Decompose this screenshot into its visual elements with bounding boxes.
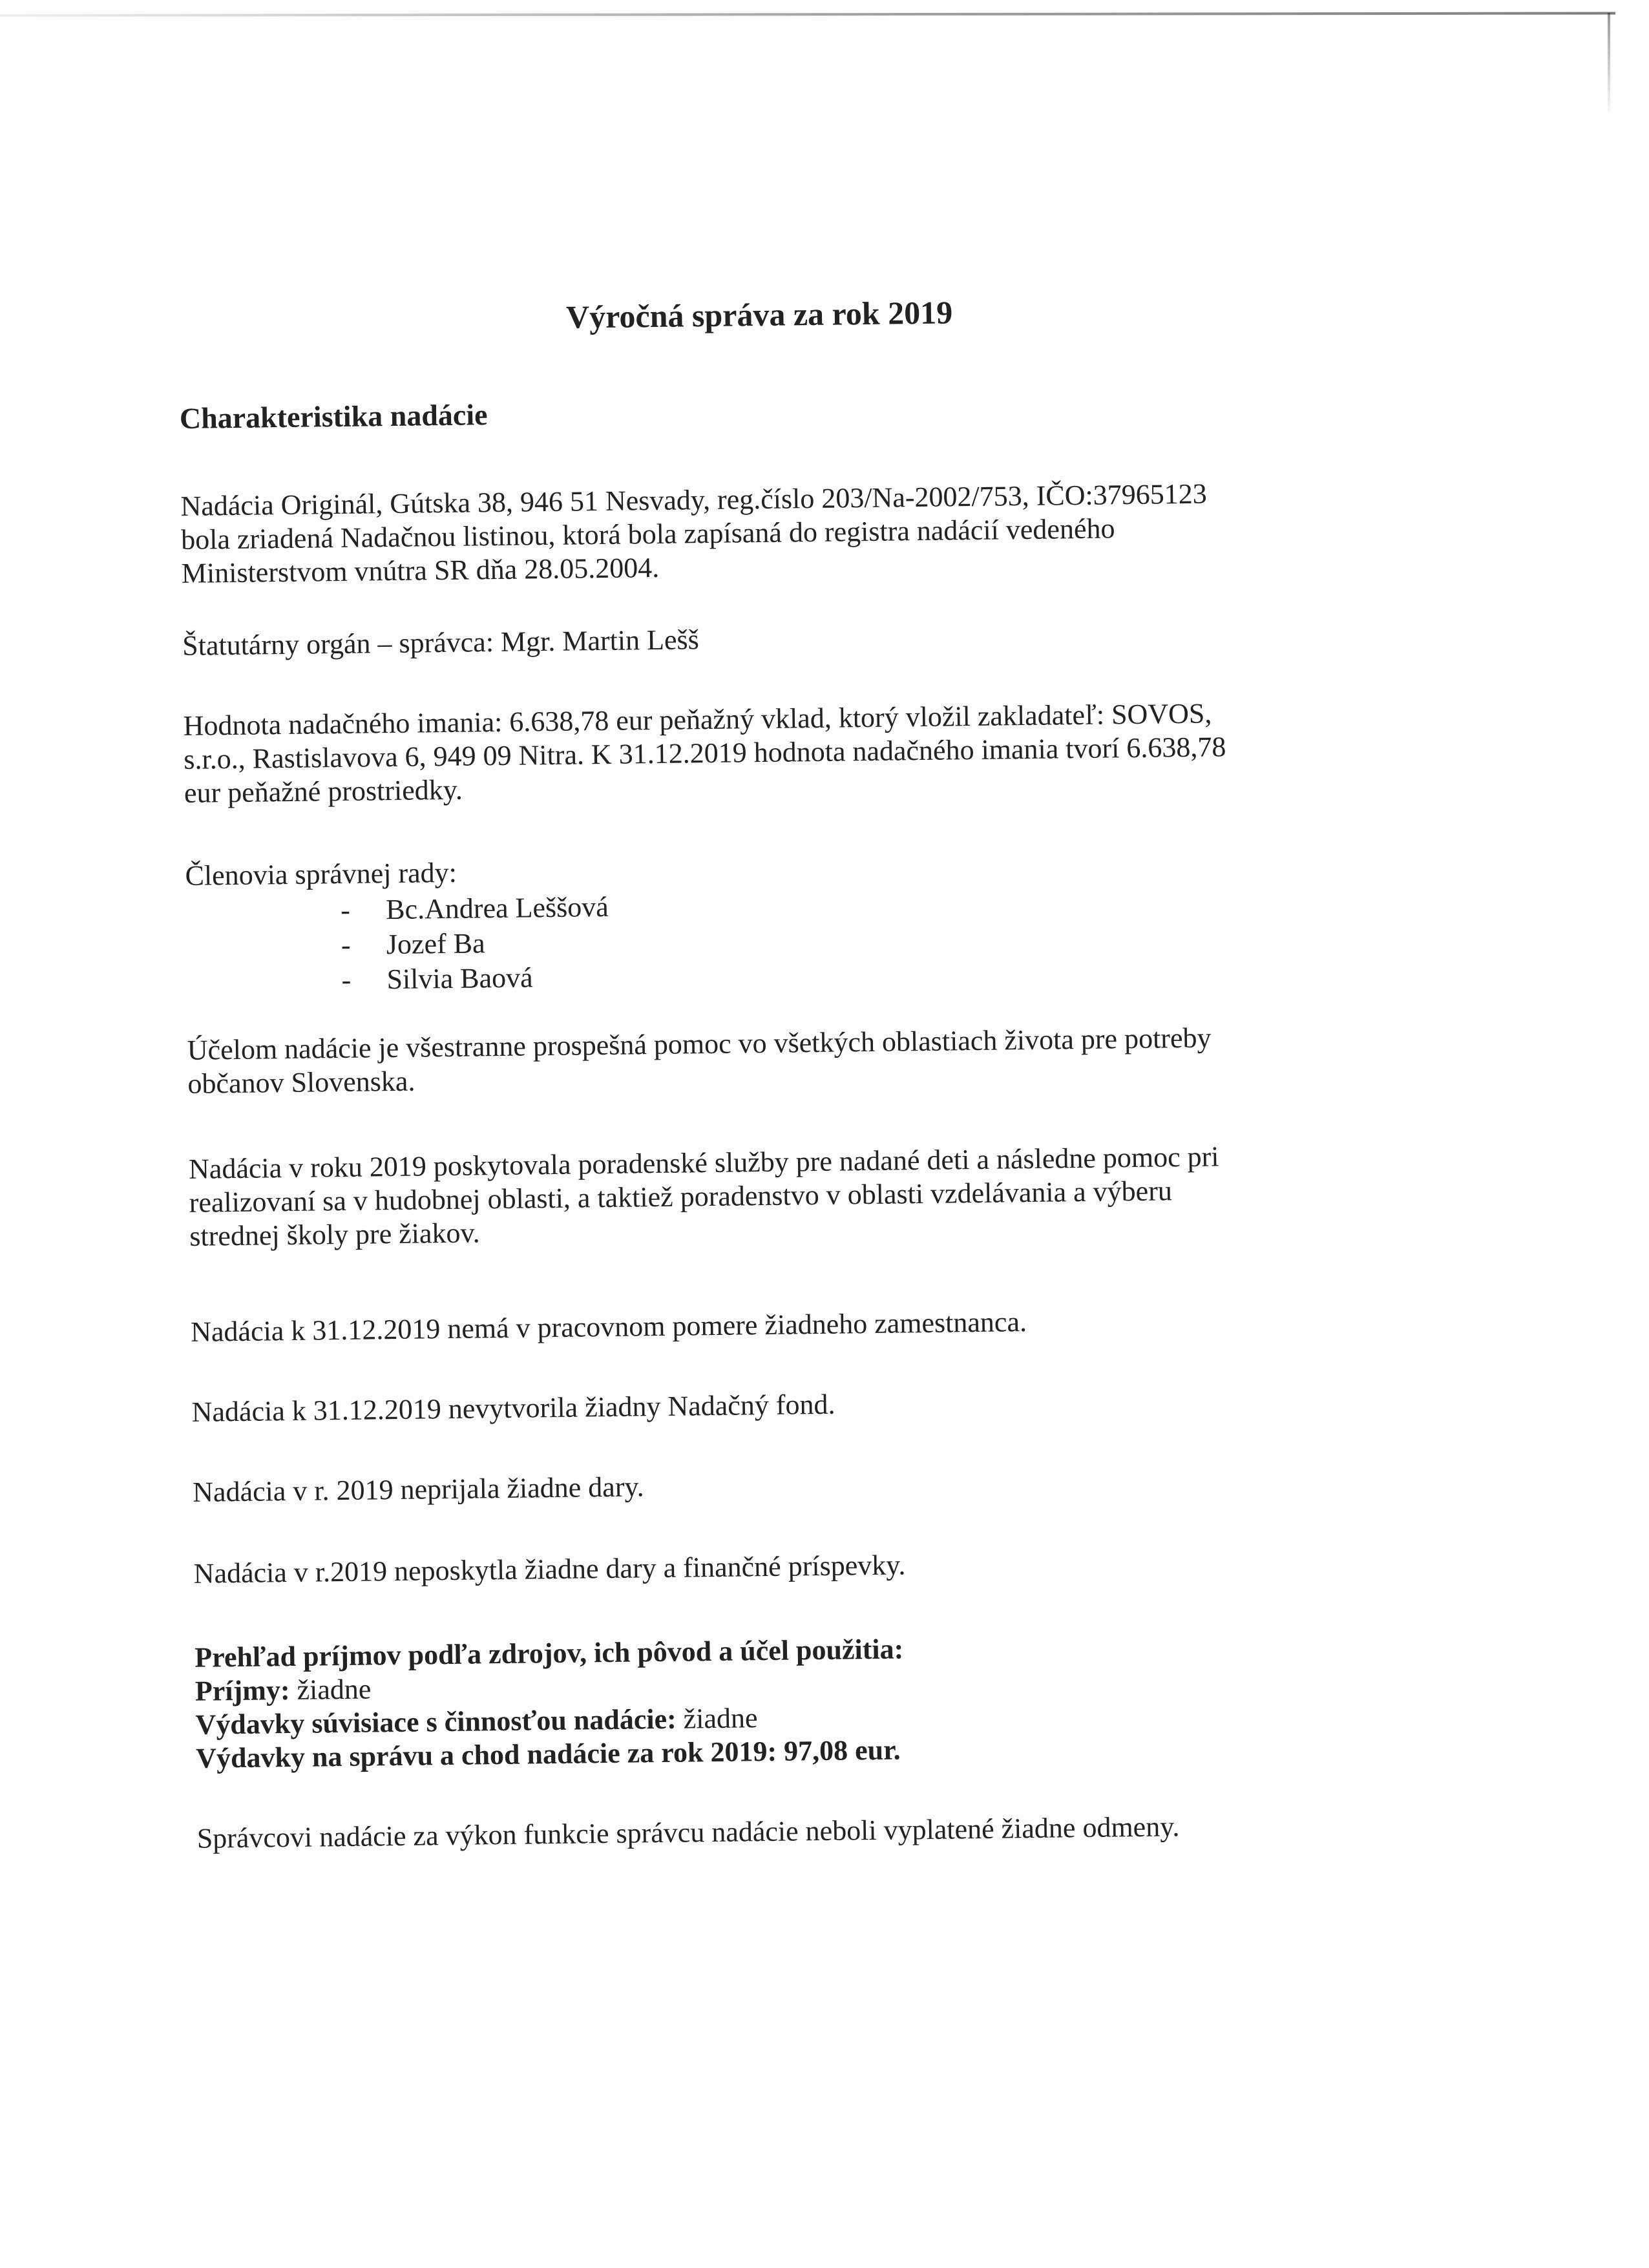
employees-statement: Nadácia k 31.12.2019 nemá v pracovnom pomere žiadneho zamestnanca. bbox=[190, 1306, 1027, 1348]
board-label: Členovia správnej rady: bbox=[185, 856, 457, 892]
board-member bbox=[341, 925, 609, 963]
activity-line: Nadácia v roku 2019 poskytovala poradenské služby pre nadané deti a následne pomoc pri bbox=[188, 1140, 1219, 1185]
board-member bbox=[341, 890, 609, 929]
endowment-line: s.r.o., Rastislavova 6, 949 09 Nitra. K 31.12.2019 hodnota nadačného imania tvorí 6.638,78 bbox=[184, 731, 1226, 775]
gifts-received-statement: Nadácia v r. 2019 neprijala žiadne dary. bbox=[192, 1471, 644, 1508]
purpose-line: občanov Slovenska. bbox=[187, 1065, 415, 1100]
bullet-dash: - bbox=[341, 929, 351, 961]
board-member-name: Jozef Ba bbox=[386, 927, 485, 961]
intro-line: Nadácia Originál, Gútska 38, 946 51 Nesvady, reg.číslo 203/Na-2002/753, IČO:37965123 bbox=[180, 478, 1207, 522]
purpose-paragraph bbox=[187, 1022, 1212, 1101]
board-member bbox=[341, 960, 609, 998]
board-member-name: Silvia Baová bbox=[386, 961, 533, 996]
fund-statement: Nadácia k 31.12.2019 nevytvorila žiadny Nadačný fond. bbox=[191, 1388, 835, 1428]
statutory-body: Štatutárny orgán – správca: Mgr. Martin Lešš bbox=[182, 624, 700, 662]
activity-expenses-value: žiadne bbox=[683, 1702, 758, 1735]
bullet-dash: - bbox=[341, 963, 352, 996]
income-value: žiadne bbox=[297, 1673, 372, 1706]
board-member-name: Bc.Andrea Leššová bbox=[385, 890, 609, 926]
admin-expenses-row: Výdavky na správu a chod nadácie za rok 2019: 97,08 eur. bbox=[195, 1734, 901, 1774]
income-overview bbox=[194, 1632, 905, 1775]
activity-line: strednej školy pre žiakov. bbox=[189, 1217, 480, 1252]
activity-line: realizovaní sa v hudobnej oblasti, a taktiež poradenstvo v oblasti vzdelávania a výberu bbox=[189, 1175, 1173, 1219]
endowment-paragraph bbox=[183, 697, 1226, 810]
scan-right-edge bbox=[1608, 13, 1610, 116]
section-heading: Charakteristika nadácie bbox=[179, 398, 488, 435]
purpose-line: Účelom nadácie je všestranne prospešná pomoc vo všetkých oblastiach života pre potreby bbox=[187, 1022, 1212, 1066]
intro-paragraph bbox=[180, 478, 1208, 591]
remuneration-statement: Správcovi nadácie za výkon funkcie správcu nadácie neboli vyplatené žiadne odmeny. bbox=[196, 1811, 1180, 1854]
activity-paragraph bbox=[189, 1140, 1220, 1253]
income-overview-heading: Prehľad príjmov podľa zdrojov, ich pôvod a účel použitia: bbox=[194, 1633, 904, 1674]
income-label: Príjmy: bbox=[194, 1674, 290, 1707]
activity-expenses-label: Výdavky súvisiace s činnosťou nadácie: bbox=[195, 1703, 677, 1741]
scan-top-edge bbox=[0, 12, 1615, 17]
gifts-given-statement: Nadácia v r.2019 neposkytla žiadne dary a finančné príspevky. bbox=[193, 1549, 906, 1590]
board-members-list bbox=[341, 890, 609, 998]
intro-line: bola zriadená Nadačnou listinou, ktorá bola zapísaná do registra nadácií vedeného bbox=[180, 512, 1115, 556]
endowment-line: Hodnota nadačného imania: 6.638,78 eur peňažný vklad, ktorý vložil zakladateľ: SOVOS, bbox=[183, 697, 1212, 742]
endowment-line: eur peňažné prostriedky. bbox=[184, 773, 463, 809]
document-title: Výročná správa za rok 2019 bbox=[565, 294, 953, 335]
intro-line: Ministerstvom vnútra SR dňa 28.05.2004. bbox=[181, 551, 660, 589]
bullet-dash: - bbox=[340, 894, 351, 926]
